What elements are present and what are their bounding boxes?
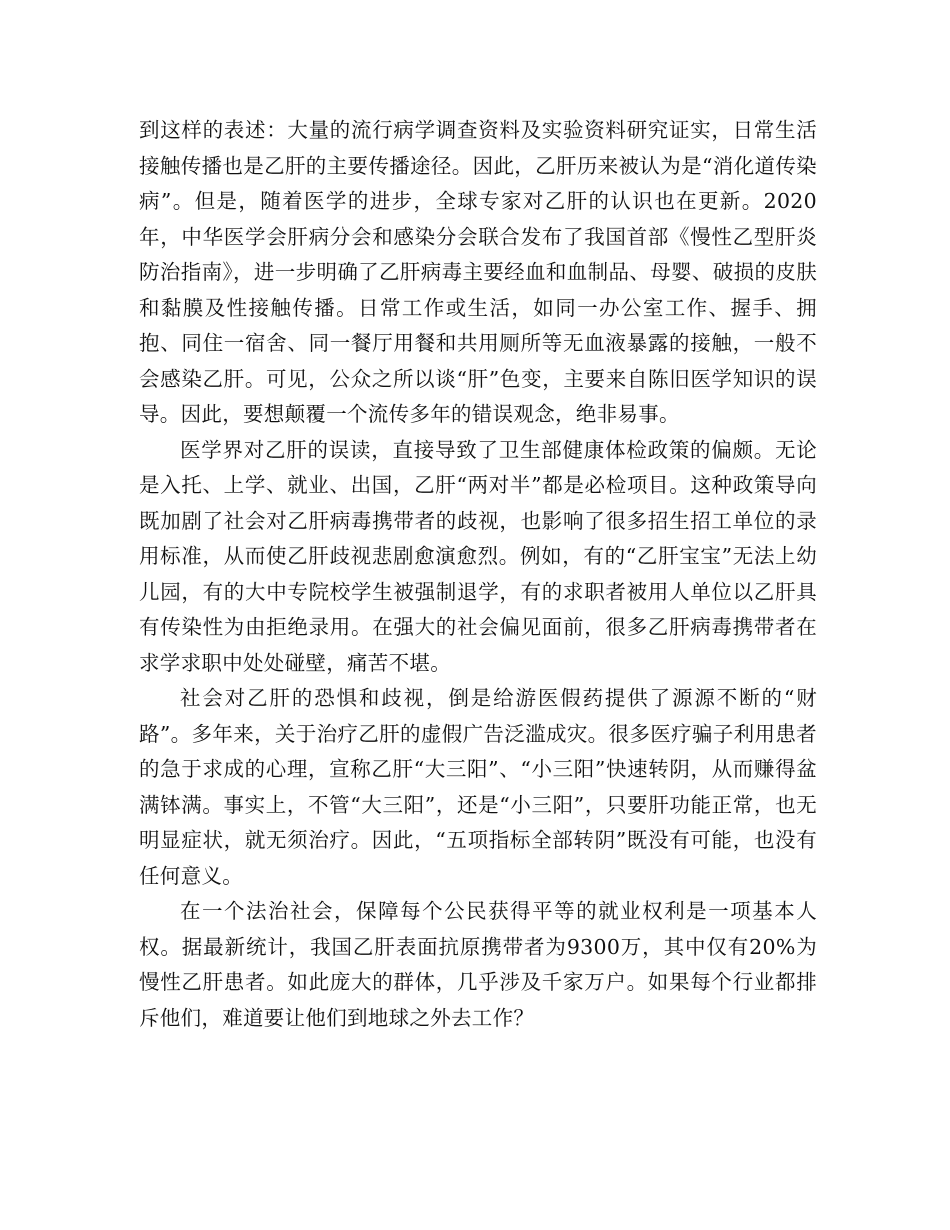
- paragraph: 医学界对乙肝的误读，直接导致了卫生部健康体检政策的偏颇。无论是入托、上学、就业、出国，乙肝“两对半”都是必检项目。这种政策导向既加剧了社会对乙肝病毒携带者的歧视，也影响了很多招生招工单位的录用标准，从而使乙肝歧视悲剧愈演愈烈。例如，有的“乙肝宝宝”无法上幼儿园，有的大中专院校学生被强制退学，有的求职者被用人单位以乙肝具有传染性为由拒绝录用。在强大的社会偏见面前，很多乙肝病毒携带者在求学求职中处处碰壁，痛苦不堪。: [139, 437, 817, 675]
- paragraph: 社会对乙肝的恐惧和歧视，倒是给游医假药提供了源源不断的“财路”。多年来，关于治疗乙肝的虚假广告泛滥成灾。很多医疗骗子利用患者的急于求成的心理，宣称乙肝“大三阳”、“小三阳”快速转阴，从而赚得盆满钵满。事实上，不管“大三阳”，还是“小三阳”，只要肝功能正常，也无明显症状，就无须治疗。因此，“五项指标全部转阴”既没有可能，也没有任何意义。: [139, 686, 817, 888]
- paragraph: 在一个法治社会，保障每个公民获得平等的就业权利是一项基本人权。据最新统计，我国乙肝表面抗原携带者为9300万，其中仅有20%为慢性乙肝患者。如此庞大的群体，几乎涉及千家万户。如果每个行业都排斥他们，难道要让他们到地球之外去工作？: [139, 899, 817, 1030]
- paragraph-continued: 到这样的表述：大量的流行病学调查资料及实验资料研究证实，日常生活接触传播也是乙肝的主要传播途径。因此，乙肝历来被认为是“消化道传染病”。但是，随着医学的进步，全球专家对乙肝的认识也在更新。2020年，中华医学会肝病分会和感染分会联合发布了我国首部《慢性乙型肝炎防治指南》，进一步明确了乙肝病毒主要经血和血制品、母婴、破损的皮肤和黏膜及性接触传播。日常工作或生活，如同一办公室工作、握手、拥抱、同住一宿舍、同一餐厅用餐和共用厕所等无血液暴露的接触，一般不会感染乙肝。可见，公众之所以谈“肝”色变，主要来自陈旧医学知识的误导。因此，要想颠覆一个流传多年的错误观念，绝非易事。: [139, 118, 817, 426]
- document-body: [139, 113, 817, 1036]
